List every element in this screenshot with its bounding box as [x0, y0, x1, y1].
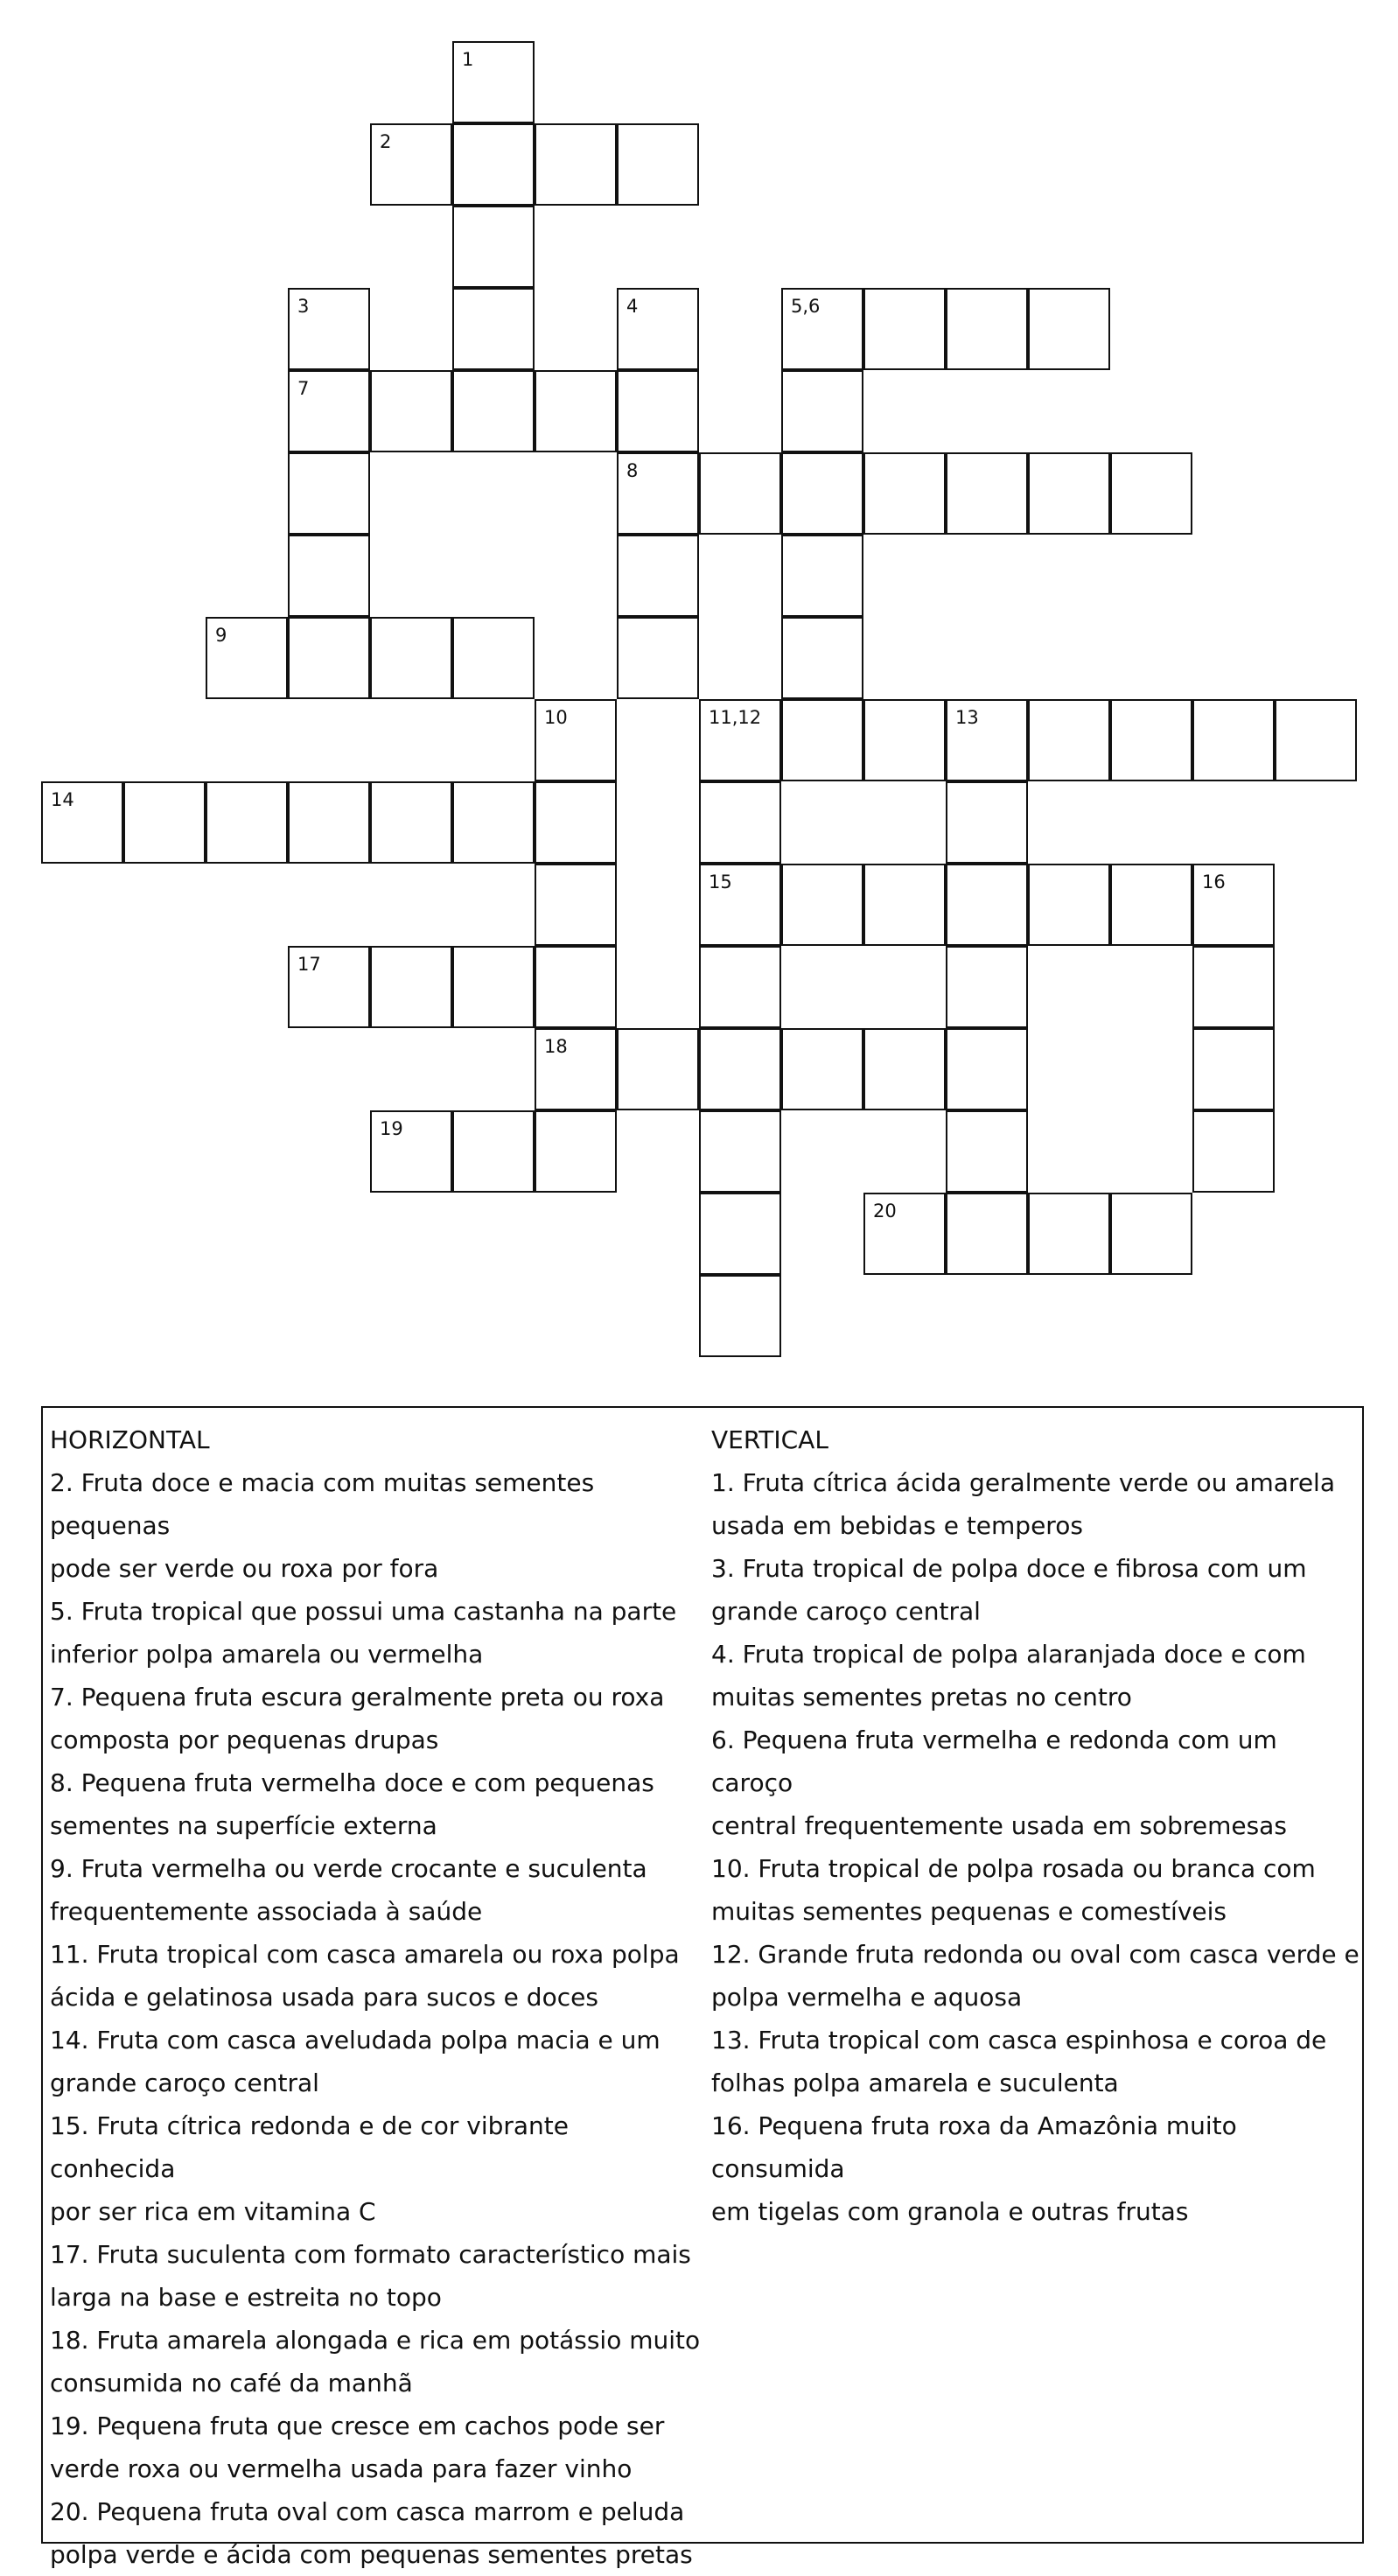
- grid-cell[interactable]: [452, 123, 535, 206]
- horizontal-clue-line: larga na base e estreita no topo: [50, 2283, 442, 2312]
- grid-cell[interactable]: [1192, 1110, 1275, 1193]
- horizontal-clue-line: 18. Fruta amarela alongada e rica em potássio muito: [50, 2326, 701, 2355]
- grid-cell[interactable]: [535, 1028, 617, 1110]
- grid-cell[interactable]: [946, 1193, 1028, 1275]
- vertical-clue-line: 10. Fruta tropical de polpa rosada ou branca com: [711, 1854, 1316, 1883]
- grid-cell[interactable]: [946, 452, 1028, 535]
- grid-cell[interactable]: [946, 699, 1028, 781]
- grid-cell[interactable]: [1028, 864, 1110, 946]
- clue-number: 3: [297, 296, 310, 317]
- clue-number: 8: [626, 460, 639, 481]
- grid-cell[interactable]: [863, 452, 946, 535]
- grid-cell[interactable]: [288, 535, 370, 617]
- grid-cell[interactable]: [617, 123, 699, 206]
- grid-cell[interactable]: [617, 617, 699, 699]
- horizontal-clue-line: composta por pequenas drupas: [50, 1726, 439, 1754]
- grid-cell[interactable]: [781, 864, 863, 946]
- grid-cell[interactable]: [699, 1193, 781, 1275]
- vertical-clue-line: 1. Fruta cítrica ácida geralmente verde ou amarela: [711, 1468, 1335, 1497]
- grid-cell[interactable]: [617, 370, 699, 452]
- grid-cell[interactable]: [1192, 864, 1275, 946]
- grid-cell[interactable]: [1028, 452, 1110, 535]
- grid-cell[interactable]: [535, 864, 617, 946]
- grid-cell[interactable]: [699, 1110, 781, 1193]
- grid-cell[interactable]: [863, 864, 946, 946]
- grid-cell[interactable]: [781, 699, 863, 781]
- horizontal-clue-line: 8. Pequena fruta vermelha doce e com pequenas: [50, 1768, 654, 1797]
- grid-cell[interactable]: [617, 288, 699, 370]
- vertical-clue-line: muitas sementes pequenas e comestíveis: [711, 1897, 1227, 1926]
- horizontal-clue-line: 7. Pequena fruta escura geralmente preta ou roxa: [50, 1683, 665, 1712]
- grid-cell[interactable]: [781, 535, 863, 617]
- grid-cell[interactable]: [1275, 699, 1357, 781]
- clue-number: 14: [51, 789, 74, 810]
- grid-cell[interactable]: [206, 617, 288, 699]
- horizontal-clue-line: verde roxa ou vermelha usada para fazer vinho: [50, 2454, 633, 2483]
- grid-cell[interactable]: [288, 781, 370, 864]
- grid-cell[interactable]: [946, 781, 1028, 864]
- grid-cell[interactable]: [1192, 699, 1275, 781]
- vertical-clue-line: 16. Pequena fruta roxa da Amazônia muito consumida: [711, 2111, 1237, 2183]
- vertical-heading: VERTICAL: [711, 1425, 828, 1454]
- grid-cell[interactable]: [452, 370, 535, 452]
- clue-number: 16: [1202, 872, 1226, 892]
- vertical-clues: [711, 1418, 1363, 2233]
- clue-number: 15: [709, 872, 732, 892]
- grid-cell[interactable]: [863, 699, 946, 781]
- horizontal-clue-line: 17. Fruta suculenta com formato característico mais: [50, 2240, 691, 2269]
- horizontal-clue-line: 11. Fruta tropical com casca amarela ou roxa polpa: [50, 1940, 680, 1969]
- grid-cell[interactable]: [699, 946, 781, 1028]
- grid-cell[interactable]: [535, 699, 617, 781]
- grid-cell[interactable]: [535, 123, 617, 206]
- clue-number: 17: [297, 954, 321, 975]
- grid-cell[interactable]: [452, 288, 535, 370]
- grid-cell[interactable]: [370, 946, 452, 1028]
- grid-cell[interactable]: [370, 370, 452, 452]
- grid-cell[interactable]: [370, 123, 452, 206]
- grid-cell[interactable]: [288, 370, 370, 452]
- clue-number: 7: [297, 378, 310, 399]
- grid-cell[interactable]: [1028, 1193, 1110, 1275]
- horizontal-clue-line: 20. Pequena fruta oval com casca marrom e peluda: [50, 2497, 685, 2526]
- horizontal-heading: HORIZONTAL: [50, 1425, 210, 1454]
- clue-number: 2: [380, 131, 392, 152]
- grid-cell[interactable]: [946, 946, 1028, 1028]
- grid-cell[interactable]: [288, 617, 370, 699]
- vertical-clue-line: muitas sementes pretas no centro: [711, 1683, 1132, 1712]
- grid-cell[interactable]: [535, 781, 617, 864]
- grid-cell[interactable]: [452, 781, 535, 864]
- grid-cell[interactable]: [370, 781, 452, 864]
- grid-cell[interactable]: [863, 1028, 946, 1110]
- grid-cell[interactable]: [781, 1028, 863, 1110]
- vertical-clue-line: 4. Fruta tropical de polpa alaranjada doce e com: [711, 1640, 1306, 1669]
- grid-cell[interactable]: [452, 41, 535, 123]
- grid-cell[interactable]: [781, 370, 863, 452]
- vertical-clue-line: 3. Fruta tropical de polpa doce e fibrosa com um: [711, 1554, 1307, 1583]
- clue-number: 10: [544, 707, 568, 728]
- vertical-clue-line: em tigelas com granola e outras frutas: [711, 2197, 1189, 2226]
- clue-number: 20: [873, 1200, 897, 1222]
- vertical-clue-line: usada em bebidas e temperos: [711, 1511, 1083, 1540]
- grid-cell[interactable]: [1192, 1028, 1275, 1110]
- horizontal-clue-line: frequentemente associada à saúde: [50, 1897, 483, 1926]
- grid-cell[interactable]: [535, 370, 617, 452]
- vertical-clue-line: grande caroço central: [711, 1597, 981, 1626]
- grid-cell[interactable]: [1110, 699, 1192, 781]
- clue-number: 1: [462, 49, 474, 70]
- clue-number: 9: [215, 625, 227, 646]
- vertical-clue-line: 12. Grande fruta redonda ou oval com casca verde e: [711, 1940, 1360, 1969]
- grid-cell[interactable]: [699, 699, 781, 781]
- grid-cell[interactable]: [452, 946, 535, 1028]
- vertical-clue-line: 13. Fruta tropical com casca espinhosa e coroa de: [711, 2026, 1327, 2054]
- horizontal-clue-line: consumida no café da manhã: [50, 2369, 413, 2398]
- grid-cell[interactable]: [699, 781, 781, 864]
- clue-number: 18: [544, 1036, 568, 1057]
- grid-cell[interactable]: [781, 617, 863, 699]
- grid-cell[interactable]: [123, 781, 206, 864]
- grid-cell[interactable]: [535, 1110, 617, 1193]
- grid-cell[interactable]: [946, 864, 1028, 946]
- vertical-clue-line: folhas polpa amarela e suculenta: [711, 2068, 1119, 2097]
- grid-cell[interactable]: [617, 452, 699, 535]
- grid-cell[interactable]: [206, 781, 288, 864]
- grid-cell[interactable]: [699, 452, 781, 535]
- grid-cell[interactable]: [452, 1110, 535, 1193]
- vertical-clue-line: central frequentemente usada em sobremesas: [711, 1811, 1287, 1840]
- horizontal-clue-line: sementes na superfície externa: [50, 1811, 437, 1840]
- grid-cell[interactable]: [863, 288, 946, 370]
- clue-number: 11,12: [709, 707, 762, 728]
- grid-cell[interactable]: [1110, 864, 1192, 946]
- vertical-clue-line: polpa vermelha e aquosa: [711, 1983, 1023, 2012]
- horizontal-clue-line: 15. Fruta cítrica redonda e de cor vibrante conhecida: [50, 2111, 570, 2183]
- grid-cell[interactable]: [1110, 452, 1192, 535]
- horizontal-clue-line: pode ser verde ou roxa por fora: [50, 1554, 439, 1583]
- grid-cell[interactable]: [699, 1028, 781, 1110]
- clue-number: 4: [626, 296, 639, 317]
- clue-number: 5,6: [791, 296, 821, 317]
- clue-number: 13: [955, 707, 979, 728]
- grid-cell[interactable]: [946, 1028, 1028, 1110]
- grid-cell[interactable]: [288, 288, 370, 370]
- grid-cell[interactable]: [781, 288, 863, 370]
- grid-cell[interactable]: [370, 617, 452, 699]
- horizontal-clue-line: 14. Fruta com casca aveludada polpa macia e um: [50, 2026, 661, 2054]
- grid-cell[interactable]: [452, 617, 535, 699]
- horizontal-clue-line: grande caroço central: [50, 2068, 319, 2097]
- clues-box: [41, 1406, 1364, 2569]
- grid-cell[interactable]: [1028, 699, 1110, 781]
- horizontal-clue-line: 9. Fruta vermelha ou verde crocante e suculenta: [50, 1854, 647, 1883]
- horizontal-clue-line: inferior polpa amarela ou vermelha: [50, 1640, 484, 1669]
- grid-cell[interactable]: [863, 1193, 946, 1275]
- grid-cell[interactable]: [1110, 1193, 1192, 1275]
- horizontal-clues: [50, 1418, 702, 2576]
- grid-cell[interactable]: [946, 1110, 1028, 1193]
- horizontal-clue-line: polpa verde e ácida com pequenas sementes pretas: [50, 2540, 693, 2569]
- horizontal-clue-line: por ser rica em vitamina C: [50, 2197, 376, 2226]
- horizontal-clue-line: 2. Fruta doce e macia com muitas sementes pequenas: [50, 1468, 595, 1540]
- grid-cell[interactable]: [781, 452, 863, 535]
- grid-cell[interactable]: [946, 288, 1028, 370]
- grid-cell[interactable]: [41, 781, 123, 864]
- grid-cell[interactable]: [1028, 288, 1110, 370]
- horizontal-clue-line: ácida e gelatinosa usada para sucos e doces: [50, 1983, 598, 2012]
- grid-cell[interactable]: [370, 1110, 452, 1193]
- grid-cell[interactable]: [699, 1275, 781, 1357]
- vertical-clue-line: 6. Pequena fruta vermelha e redonda com um caroço: [711, 1726, 1277, 1797]
- grid-cell[interactable]: [452, 206, 535, 288]
- grid-cell[interactable]: [288, 452, 370, 535]
- clue-number: 19: [380, 1118, 403, 1139]
- grid-cell[interactable]: [617, 535, 699, 617]
- grid-cell[interactable]: [699, 864, 781, 946]
- grid-cell[interactable]: [617, 1028, 699, 1110]
- horizontal-clue-line: 5. Fruta tropical que possui uma castanha na parte: [50, 1597, 677, 1626]
- grid-cell[interactable]: [288, 946, 370, 1028]
- horizontal-clue-line: 19. Pequena fruta que cresce em cachos pode ser: [50, 2412, 665, 2440]
- grid-cell[interactable]: [535, 946, 617, 1028]
- grid-cell[interactable]: [1192, 946, 1275, 1028]
